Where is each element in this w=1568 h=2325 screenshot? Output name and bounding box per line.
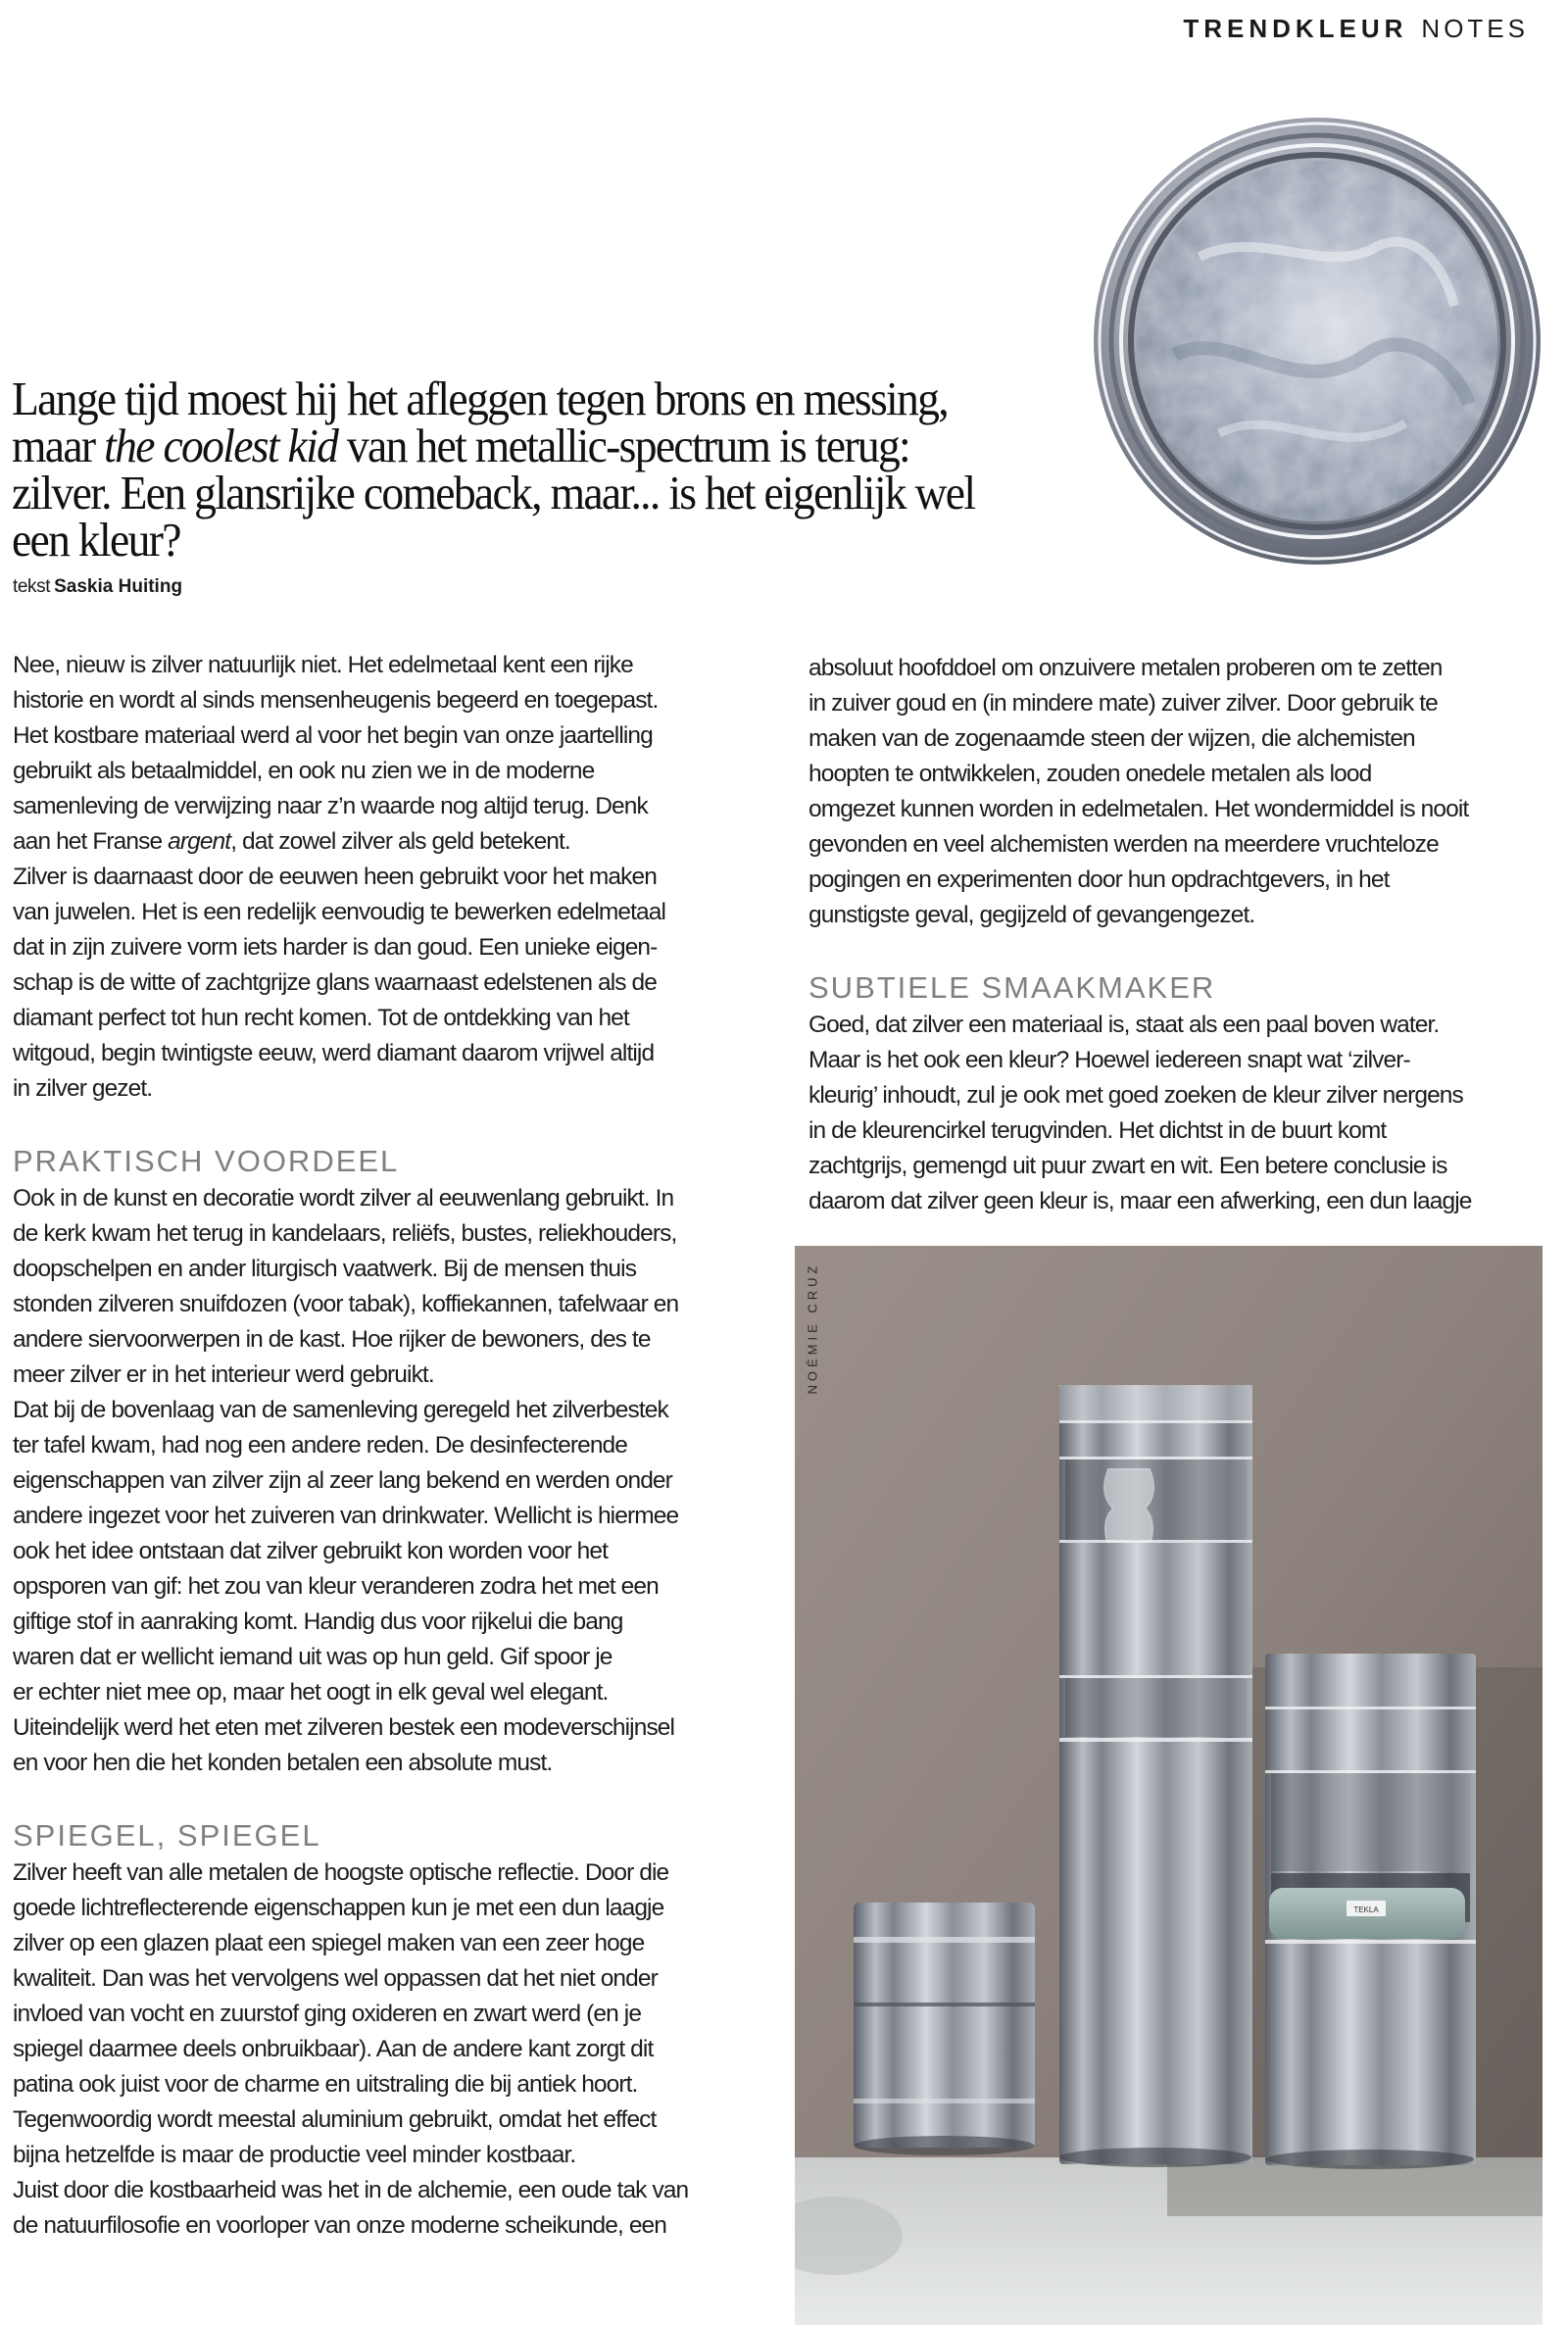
text-line: andere ingezet voor het zuiveren van drinkwater. Wellicht is hiermee	[13, 1503, 679, 1529]
text-line: daarom dat zilver geen kleur is, maar een afwerking, een dun laagje	[808, 1188, 1472, 1214]
text-line: opsporen van gif: het zou van kleur veranderen zodra het met een	[13, 1573, 659, 1600]
text-line: de natuurfilosofie en voorloper van onze moderne scheikunde, een	[13, 2212, 666, 2239]
text-line: meer zilver er in het interieur werd gebruikt.	[13, 1361, 434, 1388]
text-line: omgezet kunnen worden in edelmetalen. Het wondermiddel is nooit	[808, 796, 1469, 822]
text-line: ook het idee ontstaan dat zilver gebruikt kon worden voor het	[13, 1538, 609, 1564]
text-line: historie en wordt al sinds mensenheugenis begeerd en toegepast.	[13, 687, 659, 714]
text-line: schap is de witte of zachtgrijze glans waarnaast edelstenen als de	[13, 969, 657, 996]
text-line: van juwelen. Het is een redelijk eenvoudig te bewerken edelmetaal	[13, 899, 666, 925]
section-tag	[1183, 14, 1529, 44]
text-line: in zuiver goud en (in mindere mate) zuiver zilver. Door gebruik te	[808, 690, 1438, 717]
text-line: absoluut hoofddoel om onzuivere metalen proberen om te zetten	[808, 655, 1443, 681]
article-headline	[12, 371, 1014, 567]
text-line: Ook in de kunst en decoratie wordt zilver al eeuwenlang gebruikt. In	[13, 1185, 674, 1212]
headline-emphasis: the coolest kid	[104, 419, 338, 472]
text-fragment: aan het Franse	[13, 828, 169, 855]
subsection-name: NOTES	[1421, 14, 1529, 43]
text-line: giftige stof in aanraking komt. Handig dus voor rijkelui die bang	[13, 1608, 623, 1635]
text-line: eigenschappen van zilver zijn al zeer lang bekend en werden onder	[13, 1467, 672, 1494]
section-name: TRENDKLEUR	[1183, 14, 1408, 43]
subheading-praktisch-voordeel: PRAKTISCH VOORDEEL	[13, 1144, 400, 1178]
text-line: zilver op een glazen plaat een spiegel maken van een zeer hoge	[13, 1930, 645, 1956]
right-column	[808, 651, 1563, 1219]
text-line: Goed, dat zilver een materiaal is, staat als een paal boven water.	[808, 1012, 1440, 1038]
text-line: stonden zilveren snuifdozen (voor tabak), koffiekannen, tafelwaar en	[13, 1291, 679, 1317]
text-line: diamant perfect tot hun recht komen. Tot de ontdekking van het	[13, 1005, 629, 1031]
text-line: in zilver gezet.	[13, 1075, 153, 1102]
silver-paint-can-image	[1082, 110, 1552, 580]
text-line	[13, 824, 767, 860]
text-line: maken van de zogenaamde steen der wijzen, die alchemisten	[808, 725, 1415, 752]
photo-credit	[802, 1261, 825, 1400]
text-line: kleurig’ inhoudt, zul je ook met goed zoeken de kleur zilver nergens	[808, 1082, 1463, 1109]
text-line: Zilver heeft van alle metalen de hoogste optische reflectie. Door die	[13, 1859, 669, 1886]
byline	[13, 576, 182, 598]
text-line: in de kleurencirkel terugvinden. Het dichtst in de buurt komt	[808, 1117, 1387, 1144]
text-line: samenleving de verwijzing naar z’n waarde nog altijd terug. Denk	[13, 793, 648, 819]
text-line: Maar is het ook een kleur? Hoewel iedereen snapt wat ‘zilver-	[808, 1047, 1410, 1073]
text-line: invloed van vocht en zuurstof ging oxideren en zwart werd (en je	[13, 2001, 642, 2027]
headline-part-2: van het metallic-spectrum is terug: zilver. Een glansrijke comeback, maar... is het eigenlijk wel een kleur?	[12, 419, 975, 567]
headline-part-1: Lange tijd moest hij het afleggen tegen brons en messing, maar	[12, 371, 948, 472]
left-column	[13, 648, 767, 2244]
text-line: Tegenwoordig wordt meestal aluminium gebruikt, omdat het effect	[13, 2106, 657, 2133]
text-line: doopschelpen en ander liturgisch vaatwerk. Bij de mensen thuis	[13, 1256, 637, 1282]
text-line: bijna hetzelfde is maar de productie veel minder kostbaar.	[13, 2142, 576, 2168]
silver-cabinets-photo	[795, 1246, 1543, 2325]
text-line: witgoud, begin twintigste eeuw, werd diamant daarom vrijwel altijd	[13, 1040, 655, 1066]
text-line: Dat bij de bovenlaag van de samenleving geregeld het zilverbestek	[13, 1397, 668, 1423]
text-line: en voor hen die het konden betalen een absolute must.	[13, 1750, 553, 1776]
towel-label-text: TEKLA	[1353, 1905, 1379, 1914]
text-line: waren dat er wellicht iemand uit was op hun geld. Gif spoor je	[13, 1644, 612, 1670]
text-line: Nee, nieuw is zilver natuurlijk niet. Het edelmetaal kent een rijke	[13, 652, 633, 678]
text-line: gebruikt als betaalmiddel, en ook nu zien we in de moderne	[13, 758, 595, 784]
continuation-paragraph	[808, 651, 1563, 933]
text-line: andere siervoorwerpen in de kast. Hoe rijker de bewoners, des te	[13, 1326, 651, 1353]
text-line: hoopten te ontwikkelen, zouden onedele metalen als lood	[808, 761, 1372, 787]
text-line: dat in zijn zuivere vorm iets harder is dan goud. Een unieke eigen-	[13, 934, 658, 961]
section-paragraph	[13, 1855, 767, 2244]
intro-paragraph	[13, 648, 767, 1107]
text-line: de kerk kwam het terug in kandelaars, reliëfs, bustes, reliekhouders,	[13, 1220, 677, 1247]
section-paragraph	[13, 1181, 767, 1781]
text-line: Juist door die kostbaarheid was het in de alchemie, een oude tak van	[13, 2177, 689, 2203]
argent-word: argent	[168, 828, 231, 855]
text-line: patina ook juist voor de charme en uitstraling die bij antiek hoort.	[13, 2071, 638, 2098]
text-line: goede lichtreflecterende eigenschappen kun je met een dun laagje	[13, 1895, 664, 1921]
text-line: er echter niet mee op, maar het oogt in elk geval wel elegant.	[13, 1679, 609, 1706]
text-line: gunstigste geval, gegijzeld of gevangengezet.	[808, 902, 1255, 928]
text-line: Het kostbare materiaal werd al voor het begin van onze jaartelling	[13, 722, 653, 749]
text-line: ter tafel kwam, had nog een andere reden. De desinfecterende	[13, 1432, 627, 1459]
text-line: zachtgrijs, gemengd uit puur zwart en wit. Een betere conclusie is	[808, 1153, 1447, 1179]
text-line: gevonden en veel alchemisten werden na meerdere vruchteloze	[808, 831, 1439, 858]
text-line: spiegel daarmee deels onbruikbaar). Aan de andere kant zorgt dit	[13, 2036, 654, 2062]
text-line: kwaliteit. Dan was het vervolgens wel oppassen dat het niet onder	[13, 1965, 658, 1992]
subheading-spiegel-spiegel: SPIEGEL, SPIEGEL	[13, 1818, 321, 1853]
tall-cabinet	[1059, 1385, 1252, 2167]
short-cabinet	[854, 1903, 1035, 2155]
text-line: Zilver is daarnaast door de eeuwen heen gebruikt voor het maken	[13, 864, 657, 890]
text-fragment: , dat zowel zilver als geld betekent.	[230, 828, 570, 855]
subheading-subtiele-smaakmaker: SUBTIELE SMAAKMAKER	[808, 970, 1216, 1005]
section-paragraph	[808, 1008, 1563, 1219]
byline-author: Saskia Huiting	[54, 576, 183, 597]
byline-prefix: tekst	[13, 576, 51, 597]
text-line: pogingen en experimenten door hun opdrachtgevers, in het	[808, 866, 1390, 893]
medium-cabinet	[1265, 1654, 1476, 2169]
text-line: Uiteindelijk werd het eten met zilveren bestek een modeverschijnsel	[13, 1714, 675, 1741]
photo-credit-text: NOÉMIE CRUZ	[805, 1261, 820, 1395]
